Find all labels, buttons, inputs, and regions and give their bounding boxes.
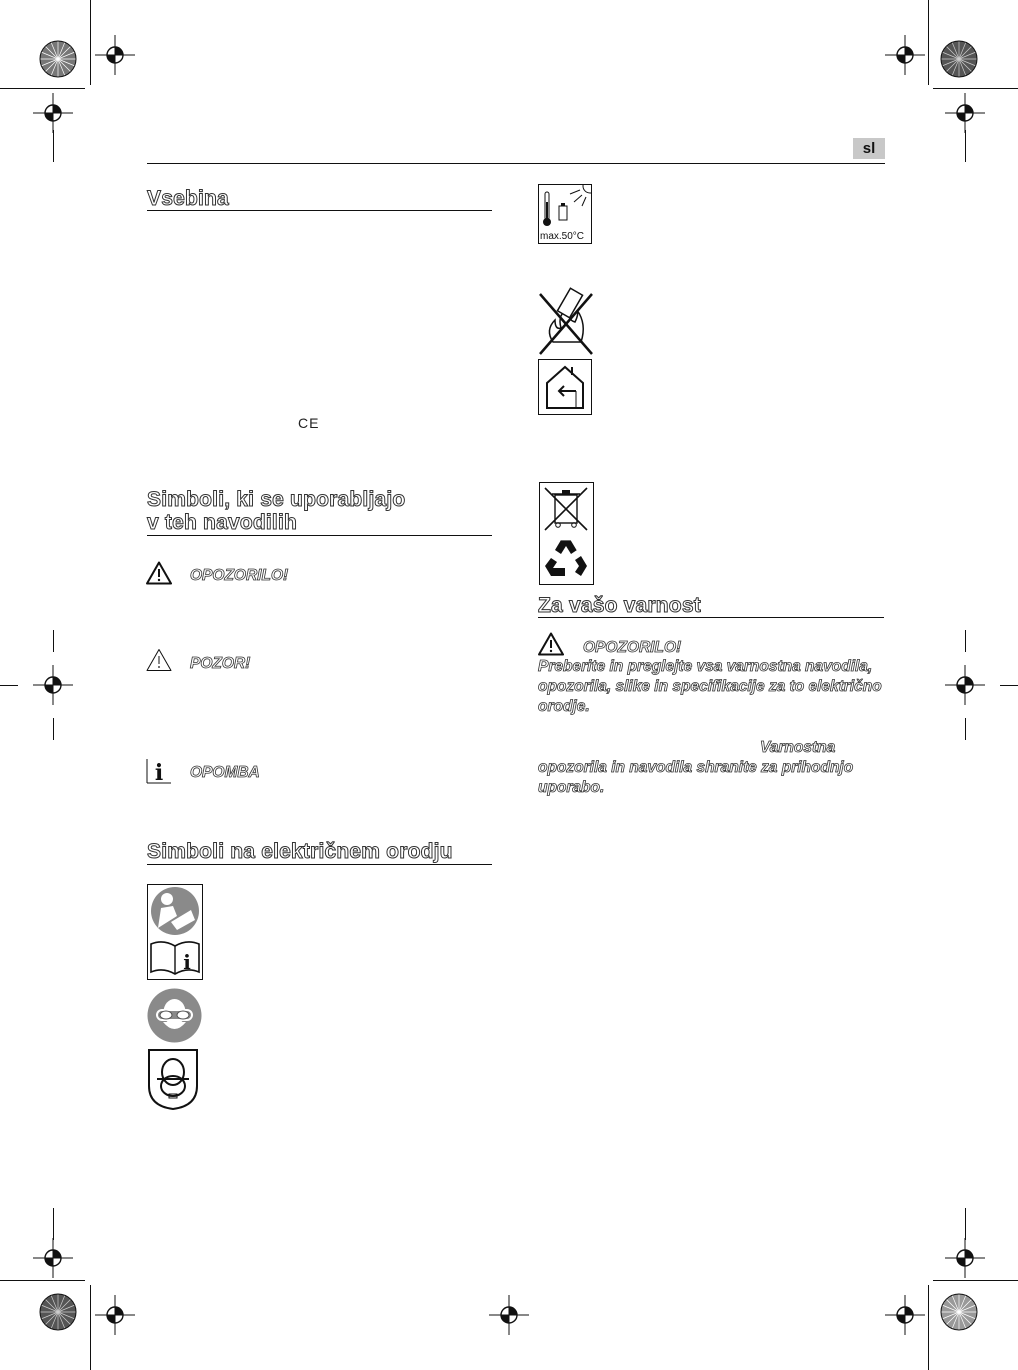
symbols-heading-line1: Simboli, ki se uporabljajo <box>147 488 406 511</box>
registration-target-icon <box>33 1238 73 1278</box>
registration-target-icon <box>39 40 77 78</box>
registration-target-icon <box>885 1295 925 1335</box>
registration-target-icon <box>33 665 73 705</box>
registration-target-icon <box>940 40 978 78</box>
warning-triangle-icon <box>146 561 172 585</box>
crop-mark-icon <box>933 1280 1018 1281</box>
contents-heading: Vsebina <box>147 187 229 210</box>
registration-target-icon <box>33 93 73 133</box>
registration-target-icon <box>95 35 135 75</box>
contents-rule <box>147 210 492 211</box>
registration-target-icon <box>945 93 985 133</box>
indoor-use-icon <box>538 359 592 415</box>
crop-mark-icon <box>965 630 966 652</box>
crop-mark-icon <box>965 718 966 740</box>
eye-protection-icon <box>147 988 202 1043</box>
crop-mark-icon <box>928 0 929 85</box>
crop-mark-icon <box>933 88 1018 89</box>
keep-instructions-rest: opozorila in navodila shranite za prihodnjo uporabo. <box>538 759 854 796</box>
crop-mark-icon <box>53 130 54 162</box>
read-manual-icon <box>147 884 203 980</box>
crop-mark-icon <box>928 1285 929 1370</box>
ear-protection-icon <box>147 1048 199 1110</box>
registration-target-icon <box>95 1295 135 1335</box>
crop-mark-icon <box>90 1285 91 1370</box>
warning-label: OPOZORILO! <box>190 567 289 584</box>
crop-mark-icon <box>0 1280 85 1281</box>
temperature-label: max.50°C <box>540 231 585 242</box>
note-label: OPOMBA <box>190 764 260 781</box>
registration-target-icon <box>940 1293 978 1331</box>
crop-mark-icon <box>0 685 18 686</box>
tool-symbols-rule <box>147 864 492 865</box>
info-icon <box>146 758 172 784</box>
language-badge: sl <box>853 138 885 159</box>
caution-label: POZOR! <box>190 655 251 672</box>
crop-mark-icon <box>965 130 966 162</box>
no-fire-battery-icon <box>537 282 595 356</box>
header-rule <box>147 163 885 164</box>
keep-instructions-lead: Varnostna <box>760 739 836 756</box>
symbols-rule <box>147 535 492 536</box>
crop-mark-icon <box>0 88 85 89</box>
ce-mark: CE <box>298 415 320 431</box>
safety-rule <box>538 617 884 618</box>
registration-target-icon <box>489 1295 529 1335</box>
crop-mark-icon <box>53 718 54 740</box>
recycle-icon <box>543 536 589 580</box>
safety-paragraph: Preberite in preglejte vsa varnostna navodila, opozorila, slike in specifikacije za to električno orodje. <box>538 658 882 715</box>
registration-target-icon <box>885 35 925 75</box>
crop-mark-icon <box>53 630 54 652</box>
tool-symbols-heading: Simboli na električnem orodju <box>147 840 453 863</box>
registration-target-icon <box>945 665 985 705</box>
crop-mark-icon <box>53 1208 54 1240</box>
crop-mark-icon <box>1000 685 1018 686</box>
crop-mark-icon <box>965 1208 966 1240</box>
symbols-heading-line2: v teh navodilih <box>147 511 298 534</box>
registration-target-icon <box>945 1238 985 1278</box>
safety-warning-label: OPOZORILO! <box>583 639 682 656</box>
svg-text:i: i <box>154 760 164 784</box>
safety-heading: Za vašo varnost <box>538 594 701 617</box>
caution-triangle-icon <box>146 648 172 672</box>
crop-mark-icon <box>90 0 91 85</box>
warning-triangle-icon <box>538 632 564 656</box>
svg-text:i: i <box>183 950 191 974</box>
registration-target-icon <box>39 1293 77 1331</box>
